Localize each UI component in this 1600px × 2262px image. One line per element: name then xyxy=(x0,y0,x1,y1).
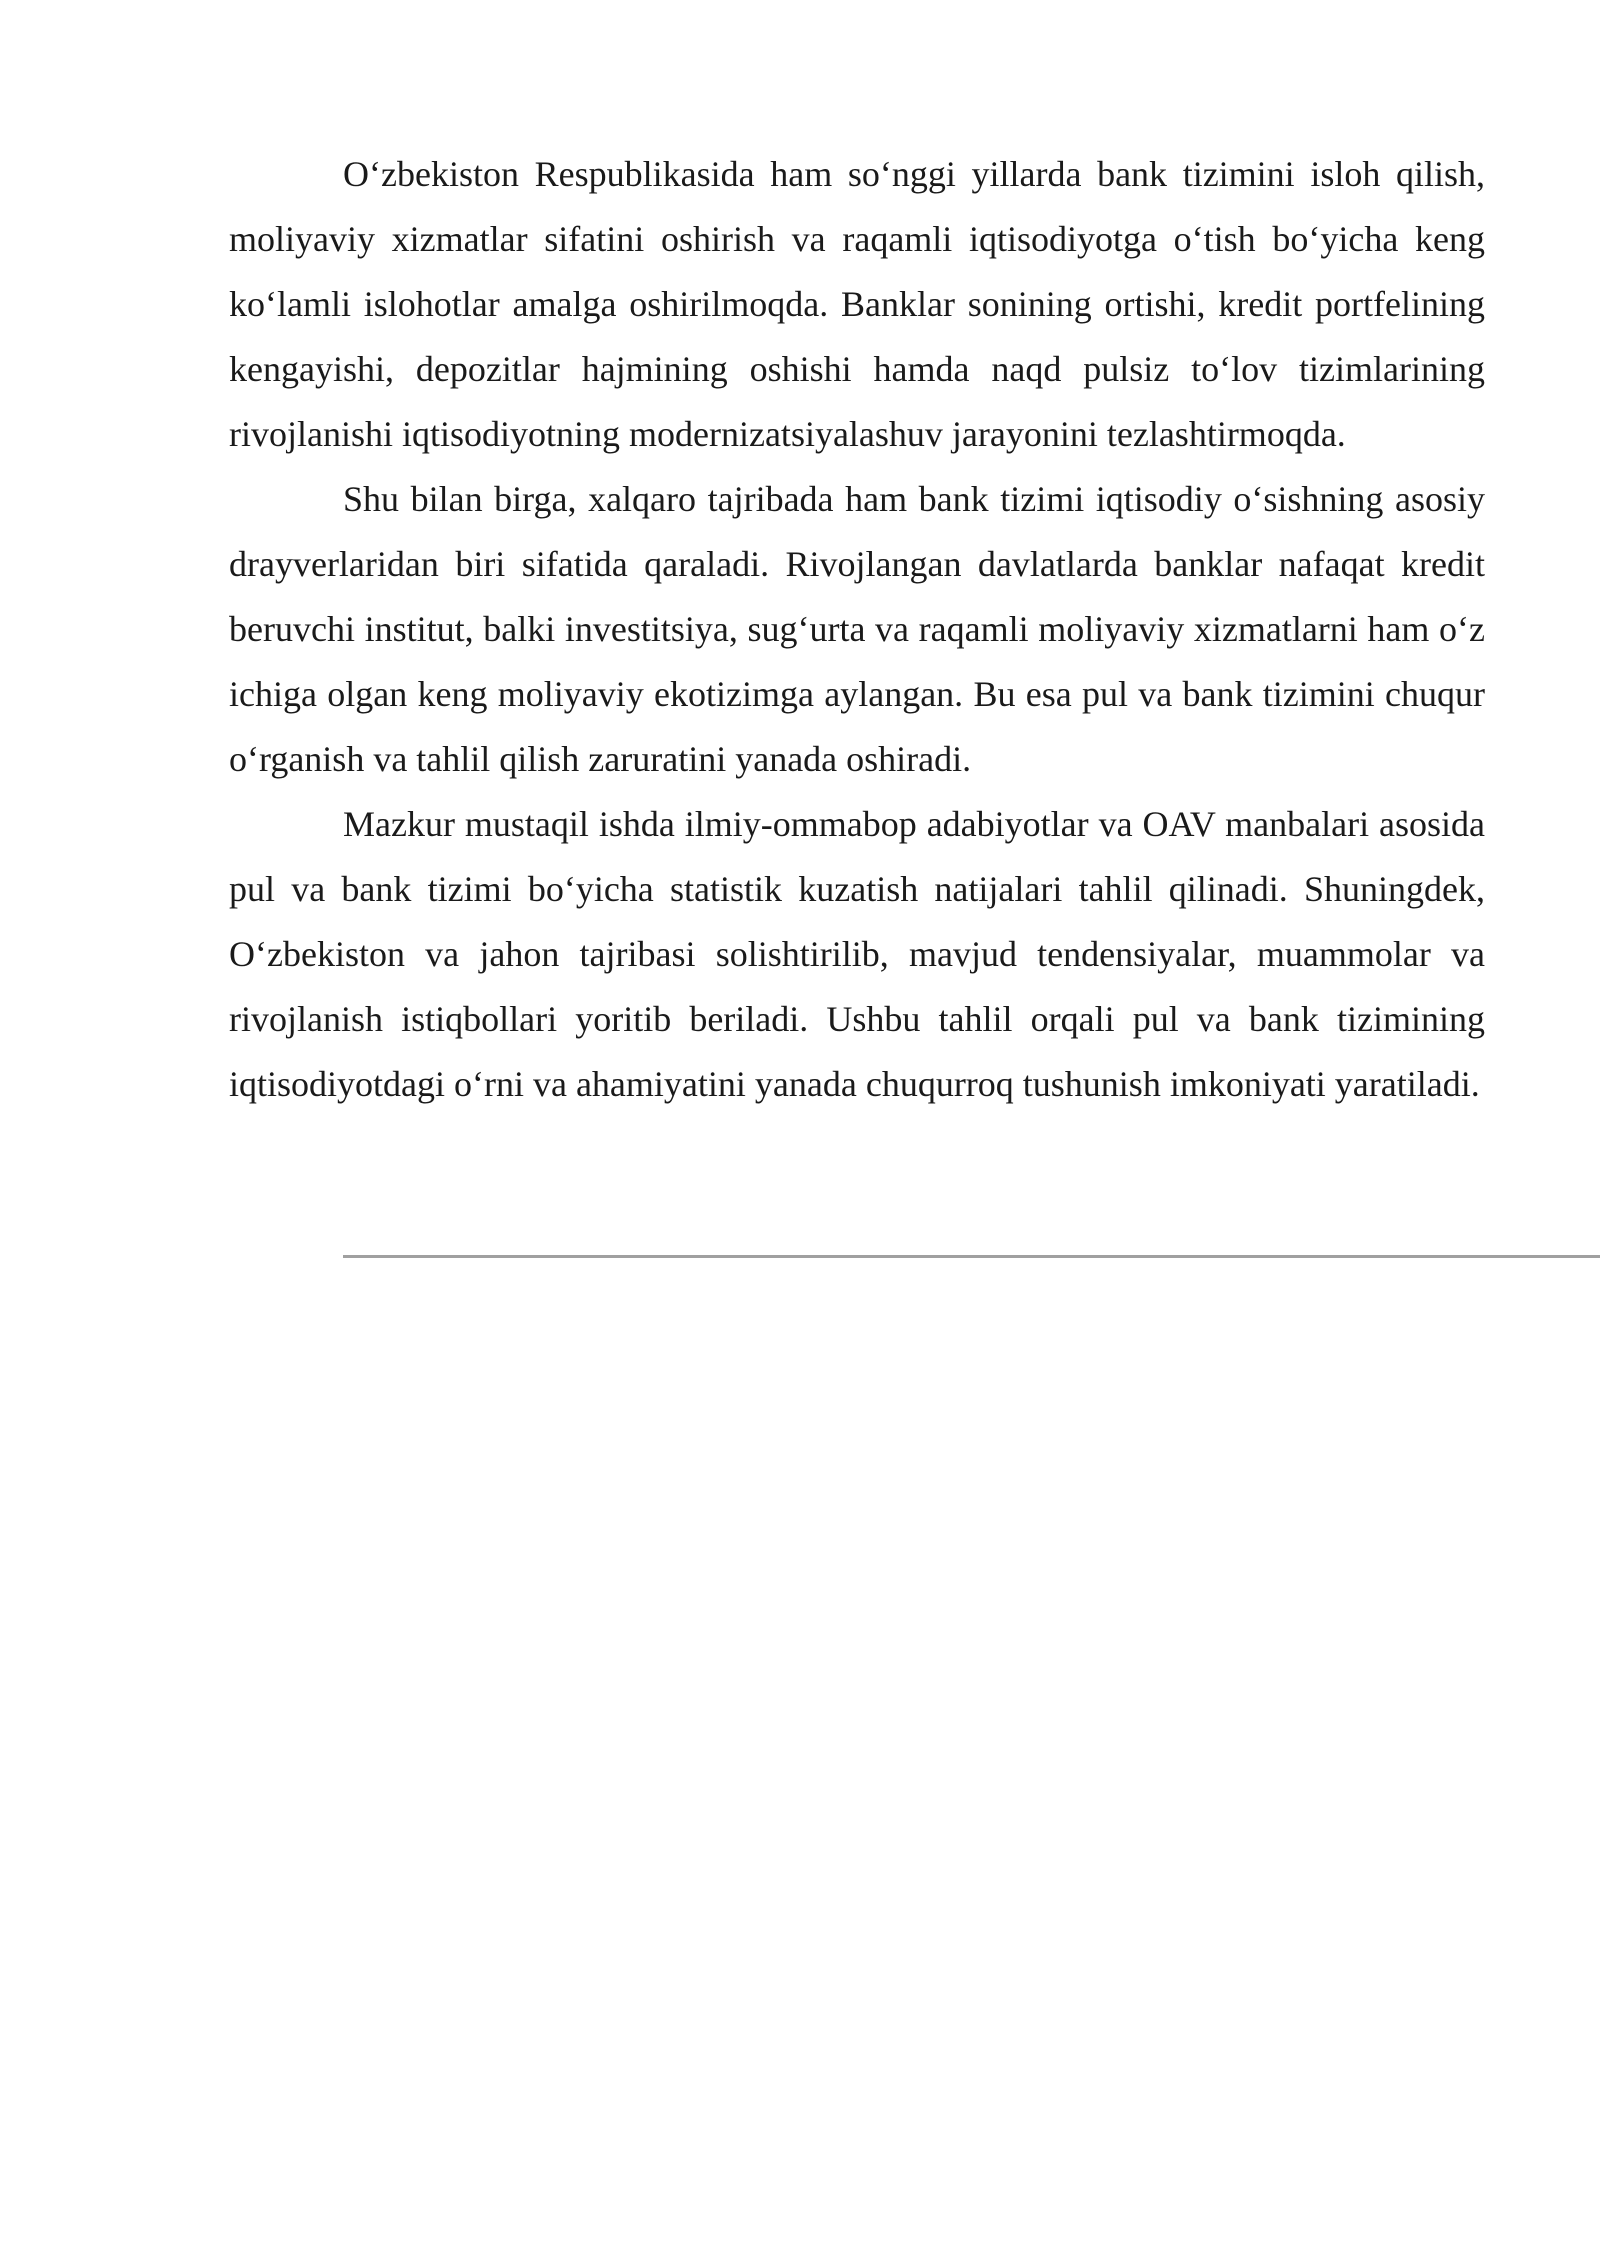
body-text xyxy=(229,142,1485,1117)
paragraph-3: Mazkur mustaqil ishda ilmiy-ommabop adabiyotlar va OAV manbalari asosida pul va bank tizimi bo‘yicha statistik kuzatish natijalari tahlil qilinadi. Shuningdek, O‘zbekiston va jahon tajribasi solishtirilib, mavjud tendensiyalar, muammolar va rivojlanish istiqbollari yoritib beriladi. Ushbu tahlil orqali pul va bank tizimining iqtisodiyotdagi o‘rni va ahamiyatini yanada chuqurroq tushunish imkoniyati yaratiladi. xyxy=(229,804,1485,1104)
horizontal-rule xyxy=(343,1255,1600,1258)
paragraph-1: O‘zbekiston Respublikasida ham so‘nggi yillarda bank tizimini isloh qilish, moliyaviy xizmatlar sifatini oshirish va raqamli iqtisodiyotga o‘tish bo‘yicha keng ko‘lamli islohotlar amalga oshirilmoqda. Banklar sonining ortishi, kredit portfelining kengayishi, depozitlar hajmining oshishi hamda naqd pulsiz to‘lov tizimlarining rivojlanishi iqtisodiyotning modernizatsiyalashuv jarayonini tezlashtirmoqda. xyxy=(229,154,1485,454)
paragraph-2: Shu bilan birga, xalqaro tajribada ham bank tizimi iqtisodiy o‘sishning asosiy drayverlaridan biri sifatida qaraladi. Rivojlangan davlatlarda banklar nafaqat kredit beruvchi institut, balki investitsiya, sug‘urta va raqamli moliyaviy xizmatlarni ham o‘z ichiga olgan keng moliyaviy ekotizimga aylangan. Bu esa pul va bank tizimini chuqur o‘rganish va tahlil qilish zaruratini yanada oshiradi. xyxy=(229,479,1485,779)
